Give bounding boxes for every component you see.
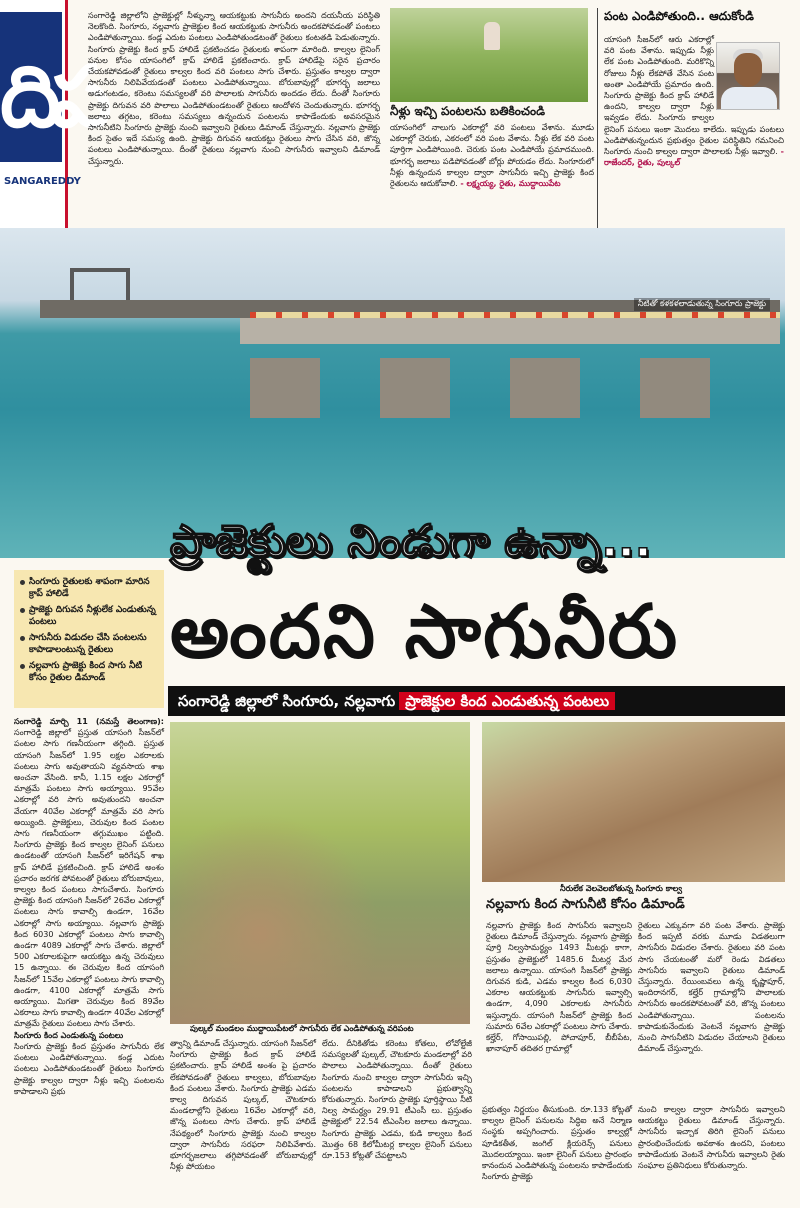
top-photo-story-text: యాసంగిలో నాలుగు ఎకరాల్లో వరి పంటలు వేశాను. మూడు ఎకరాల్లో చెరుకు, ఎకరంలో వరి పంట వేశాను. నీళ్లు లేక వరి పంట పూర్తిగా ఎండిపోయింది. చెరుకు పంట ఎండిపోయే ప్రమాదముంది. భూగర్భ జలాలు పడిపోవడంతో బోర్లు పోయడం లేదు. సింగూరులో నీళ్లు ఉన్నందున కాల్వల ద్వారా సాగునీరు ఇచ్చి ప్రాజెక్టు కింద రైతులను ఆదుకోవాలి. xyxy=(390,123,594,189)
farmer-figure xyxy=(484,22,500,50)
masthead-logo-letters: దిప xyxy=(0,46,102,147)
masthead-logo-block xyxy=(0,12,102,162)
main-story-dateline: సంగారెడ్డి మార్చి 11 (నమస్తే తెలంగాణ): xyxy=(14,717,164,726)
top-photo-story-signoff: - లక్ష్మయ్య, రైతు, ముద్దాయిపేట xyxy=(460,179,561,189)
highlight-item: నల్లవాగు ప్రాజెక్టు కింద సాగు నీటి కోసం రైతుల డిమాండ్ xyxy=(20,660,158,684)
main-story xyxy=(14,716,164,1204)
bottom-right-col2: నుంచి కాల్వల ద్వారా సాగునీరు ఇవ్వాలని ఆయకట్టు రైతులు డిమాండ్ చేస్తున్నారు. సాగునీరు ఇచ్చాక తిరిగి లైనింగ్ పనులు ప్రారంభించేందుకు అవకాశం ఉందని, పంటలు కాపాడేందుకు వెంటనే సాగునీరు ఇవ్వాలని రైతు సంఘాల ప్రతినిధులు కోరుతున్నారు. xyxy=(638,1105,785,1171)
dam-pillar xyxy=(510,358,580,418)
top-photo-story xyxy=(390,122,594,232)
dam-photo-caption: నీటితో కళకళలాడుతున్న సింగూరు ప్రాజెక్టు xyxy=(634,298,770,311)
sidebar-text-body: యాసంగి సీజన్‌లో ఆరు ఎకరాల్లో వరి పంట వేశాను. ఇప్పుడు నీళ్లు లేక పంట ఎండిపోతుంది. మరికొన్ని రోజులు నీళ్లు లేకపోతే వేసిన పంట అంతా ఎండిపోయే ప్రమాదం ఉంది. సింగూరు ప్రాజెక్టు కింద క్రాప్ హాలిడే ఉందని, కాల్వల ద్వారా నీళ్లు ఇవ్వడం లేదు. సింగూరు కాల్వల లైనింగ్ పనులు ఇంకా మొదలు కాలేదు. ఇప్పుడు పంటలు ఎండిపోతున్నందున ప్రభుత్వం రైతుల పరిస్థితిని గమనించి సింగూరు నుంచి కాల్వల ద్వారా పొలాలకు నీళ్లు ఇవ్వాలి. xyxy=(604,35,784,157)
highlight-item: ప్రాజెక్టు దిగువన నీళ్లులేక ఎండుతున్న పంటలు xyxy=(20,604,158,628)
headline-line2: అందని సాగునీరు xyxy=(170,589,680,675)
sidebar-title: పంట ఎండిపోతుంది.. ఆదుకోండి xyxy=(604,9,754,23)
dam-pillar xyxy=(250,358,320,418)
nallavagu-box-left: నల్లవాగు ప్రాజెక్టు కింద సాగునీరు ఇవ్వాలని రైతులు డిమాండ్ చేస్తున్నారు. నల్లవాగు ప్రాజెక్టు పూర్తి నిల్వసామర్థ్యం 1493 మీటర్లు కాగా, ప్రస్తుతం ప్రాజెక్టులో 1485.6 మీటర్ల మేర జలాలు ఉన్నాయి. యాసంగి సీజన్‌లో ప్రాజెక్టు దిగువన కుడి, ఎడమ కాల్వల కింద 6,030 ఎకరాల ఆయకట్టుకు సాగునీరు ఇవ్వాల్సి ఉండగా, 4,090 ఎకరాలకు సాగునీరు ఇస్తున్నారు. యాసంగి సీజన్‌లో ప్రాజెక్టు కింద సుమారు 6వేల ఎకరాల్లో పంటలు సాగు చేశారు. కల్హేర్, గోసాయిపల్లి, పోచాపూర్, బీబీపేట, ఖానాపూర్ తదితర గ్రామాల్లో xyxy=(486,921,632,1054)
canal-photo-caption: నీరులేక వెలవెలబోతున్న సింగూరు కాల్వ xyxy=(560,884,683,893)
main-story-subhead: సింగూరు కింద ఎండుతున్న పంటలు xyxy=(14,1030,124,1040)
bottom-right-col1: ప్రభుత్వం నిర్ణయం తీసుకుంది. రూ.133 కోట్లతో కాల్వల లైనింగ్ పనులను సిద్ధిఐ అనే నిర్మాణ సంస్థకు అప్పగించారు. ప్రస్తుతం కాల్వల్లో పూడికతీత, జంగిల్ క్లియరెన్స్ పనులు మొదలయ్యాయి. ఇంకా లైనింగ్ పనులు ప్రారంభం కానందున ఎండిపోతున్న పంటలను కాపాడేందుకు సింగూరు ప్రాజెక్టు xyxy=(482,1105,632,1182)
nallavagu-box-title: నల్లవాగు కింద సాగునీటి కోసం డిమాండ్ xyxy=(486,897,685,912)
dam-crane xyxy=(70,268,130,304)
subhead-left: సంగారెడ్డి జిల్లాలో సింగూరు, నల్లవాగు xyxy=(178,692,396,710)
dam-pillar xyxy=(380,358,450,418)
dry-field-photo xyxy=(170,722,470,1024)
highlights-list xyxy=(14,570,164,684)
middle-story-col1: త్వాన్ని డిమాండ్ చేస్తున్నారు. యాసంగి సీజన్‌లో సింగూరు ప్రాజెక్టు కింద క్రాప్ హాలిడే ప్రకటించారు. క్రాప్ హాలిడే అంశం పై ప్రచారం లేకపోవడంతో రైతులు కాల్వలు, బోరుబావుల కింద పంటలు వేశారు. సింగూరు ప్రాజెక్టు ఎడమ కాల్వ దిగువన పుల్కల్, చౌటకూరు మండలాల్లోని రైతులు 16వేల ఎకరాల్లో వరి, జొన్న పంటలు సాగు చేశారు. క్రాప్ హాలిడే నేపథ్యంలో సింగూరు ప్రాజెక్టు నుంచి కాల్వల ద్వారా సాగునీరు సరఫరా నిలిపివేశారు. భూగర్భజలాలు తగ్గిపోవడంతో బోరుబావుల్లో నీళ్లు పోయటం xyxy=(170,1039,316,1172)
portrait-spacer xyxy=(714,34,784,114)
highlights-box xyxy=(14,570,164,708)
headline-subhead xyxy=(168,686,785,716)
canal-photo xyxy=(482,722,785,882)
dam-lower-deck xyxy=(240,318,780,344)
sidebar-text xyxy=(604,34,784,230)
dam-pillar xyxy=(640,358,710,418)
top-crop-photo xyxy=(390,8,588,102)
dam-photo xyxy=(0,228,785,558)
top-photo-caption: నీళ్లు ఇచ్చి పంటలను బతికించండి xyxy=(390,104,545,118)
field-photo-caption: పుల్కల్ మండలం ముద్దాయిపేటలో సాగునీరు లేక ఎండిపోతున్న వరిపంట xyxy=(190,1024,414,1033)
masthead-city: SANGAREDDY xyxy=(4,176,81,187)
intro-column: సంగారెడ్డి జిల్లాలోని ప్రాజెక్టుల్లో నీళ్ళున్నా ఆయకట్టుకు సాగునీరు అందని దయనీయ పరిస్థితి నెలకొంది. సింగూరు, నల్లవాగు ప్రాజెక్టుల కింద ఆయకట్టుకు సాగునీరు అందకపోవడంతో పంటలు ఎండిపోతున్నాయి. కండ్ల ఎదుట పంటలు ఎండిపోతుండటంతో రైతులు కంటతడి పెడుతున్నారు. సింగూరు ప్రాజెక్టు కింద క్రాప్ హాలిడే ప్రకటించడం రైతులకు శాపంగా మారింది. కాల్వల లైనింగ్ పనుల కోసం యాసంగిలో క్రాప్ హాలిడే ప్రకటించారు. క్రాప్ హాలిడేపై సరైన ప్రచారం చేయకపోవడంతో రైతులు కాల్వల కింద వరి పంటలు సాగు చేశారు. ప్రస్తుతం కాల్వల ద్వారా సాగునీరు నిలిపివేయడంతో పంటలు ఎండిపోతున్నాయి. బోరుబావుల్లో భూగర్భ జలాలు అడుగంటడం, కరెంటు సమస్యలతో వరి పొలాలకు సాగునీరు అందడం లేదు. దీంతో సింగూరు ప్రాజెక్టు దిగువన వరి పొలాలు ఎండిపోతుండటంతో రైతులు ఆందోళన చెందుతున్నారు. భూగర్భ జలాలు తగ్గటం, కరెంటు సమస్యలు ఉన్నందున పంటలను కాపాడేందుకు అవసరమైన సాగునీటిని సింగూరు ప్రాజెక్టు నుంచి ఇవ్వాలని రైతులు డిమాండ్ చేస్తున్నారు. నల్లవాగు ప్రాజెక్టు కింద సైతం ఇదే సమస్య ఉంది. ప్రాజెక్టు దిగువన ఆయకట్టు రైతులు సాగు చేసిన వరి, జొన్న పంటలు ఎండిపోతున్నాయి. దీంతో రైతులు నల్లవాగు నుంచి సాగునీరు ఇవ్వాలని డిమాండ్ చేస్తున్నారు. xyxy=(88,11,380,166)
highlight-item: సాగునీరు విడుదల చేసి పంటలను కాపాడాలంటున్న రైతులు xyxy=(20,632,158,656)
subhead-right: ప్రాజెక్టుల కింద ఎండుతున్న పంటలు xyxy=(399,692,615,710)
main-story-text: సంగారెడ్డి జిల్లాలో ప్రస్తుత యాసంగి సీజన్‌లో పంటల సాగు గణనీయంగా తగ్గింది. ప్రస్తుత యాసంగి సీజన్‌లో 1.95 లక్షల ఎకరాలకు పంటలు సాగు అవుతాయని వ్యవసాయ శాఖ అంచనా వేసింది. కానీ, 1.15 లక్షల ఎకరాల్లో మాత్రమే పంటలు సాగు అయ్యాయి. 95వేల ఎకరాల్లో వరి సాగు అవుతుందని అంచనా వేయగా 40వేల ఎకరాల్లో మాత్రమే వరి సాగు అయ్యింది. ప్రాజెక్టులు, చెరువుల కింద పంటల సాగు గణనీయంగా తగ్గుముఖం పట్టింది. సింగూరు ప్రాజెక్టు కింద కాల్వల లైనింగ్ పనులు ఉండటంతో యాసంగి సీజన్‌లో ఇరిగేషన్ శాఖ క్రాప్ హాలిడే ప్రకటించింది. క్రాప్ హాలిడే అంశం ప్రచారం జరగక పోవటంతో రైతులు బోరుబావులు, కాల్వల కింద పంటలు సాగుచేశారు. సింగూరు ప్రాజెక్టు కింద యాసంగి సీజన్‌లో 26వేల ఎకరాల్లో పంటలు సాగు కావాల్సి ఉండగా, 16వేల ఎకరాల్లో సాగు అయ్యాయి. నల్లవాగు ప్రాజెక్టు కింద 6030 ఎకరాల్లో పంటలు సాగు కావాల్సి ఉండగా 4089 ఎకరాల్లో సాగు చేశారు. జిల్లాలో 500 ఎకరాలకుపైగా ఆయకట్టు ఉన్న చెరువులు 15 ఉన్నాయి. ఈ చెరువుల కింద యాసంగి సీజన్‌లో 15వేల ఎకరాల్లో పంటలు సాగు కావాల్సి ఉండగా, 4100 ఎకరాల్లో మాత్రమే సాగు అయ్యాయి. మిగతా చెరువుల కింద 89వేల ఎకరాలు సాగు కావాల్సి ఉండగా 40వేల ఎకరాల్లో మాత్రమే రైతులు పంటలు సాగు చేశారు. xyxy=(14,728,164,1029)
headline-line1: ప్రాజెక్టులు నిండుగా ఉన్నా... xyxy=(170,516,652,567)
middle-story-col2: లేదు. దీనికితోడు కరెంటు కోతలు, లోవోల్టేజీ సమస్యలతో పుల్కల్, చౌటకూరు మండలాల్లో వరి పొలాలు ఎండిపోతున్నాయి. దీంతో రైతులు సింగూరు నుంచి కాల్వల ద్వారా సాగునీరు ఇచ్చి పంటలను కాపాడాలని ప్రభుత్వాన్ని కోరుతున్నారు. సింగూరు ప్రాజెక్టు పూర్తిస్థాయి నీటి నిల్వ సామర్థ్యం 29.91 టీఎంసీ లు. ప్రస్తుతం ప్రాజెక్టులో 22.54 టీఎంసీల జలాలు ఉన్నాయి. సింగూరు ప్రాజెక్టు ఎడమ, కుడి కాల్వలు కింద మొత్తం 68 కిలోమీటర్ల కాల్వల లైనింగ్ పనులు రూ.153 కోట్లతో చేపట్టాలని xyxy=(322,1039,472,1161)
nallavagu-box-right: రైతులు ఎక్కువగా వరి పంట వేశారు. ప్రాజెక్టు కింద ఇప్పటి వరకు మూడు విడతలుగా సాగునీరు విడుదల చేశారు. రైతులు వరి పంట సాగు చేయటంతో మరో రెండు విడతలు సాగునీరు ఇవ్వాలని రైతులు డిమాండ్ చేస్తున్నారు. రేయింబవలు ఉన్న కృష్ణాపూర్, ఇందిరానగర్, కల్హేర్ గ్రామాల్లోని పొలాలకు సాగునీరు అందకపోవటంతో వరి, జొన్న పంటలు ఎండిపోతున్నాయి. పంటలను కాపాడుకునేందుకు వెంటనే నల్లవాగు ప్రాజెక్టు నుంచి సాగునీటిని విడుదల చేయాలని రైతులు డిమాండ్ చేస్తున్నారు. xyxy=(638,921,785,1054)
main-story-text2: సింగూరు ప్రాజెక్టు కింద ప్రస్తుతం సాగునీరు లేక పంటలు ఎండిపోతున్నాయి. కండ్ల ఎదుట పంటలు ఎండిపోతుండటంతో రైతులు సింగూరు ప్రాజెక్టు కాల్వల ద్వారా నీళ్లు ఇచ్చి పంటలను కాపాడాలని ప్రభు xyxy=(14,1041,164,1096)
column-divider xyxy=(597,8,598,228)
sidebar-signoff: - రాజేందర్, రైతు, పుల్కల్ xyxy=(604,147,784,168)
highlight-item: సింగూరు రైతులకు శాపంగా మారిన క్రాప్ హాలిడే xyxy=(20,576,158,600)
